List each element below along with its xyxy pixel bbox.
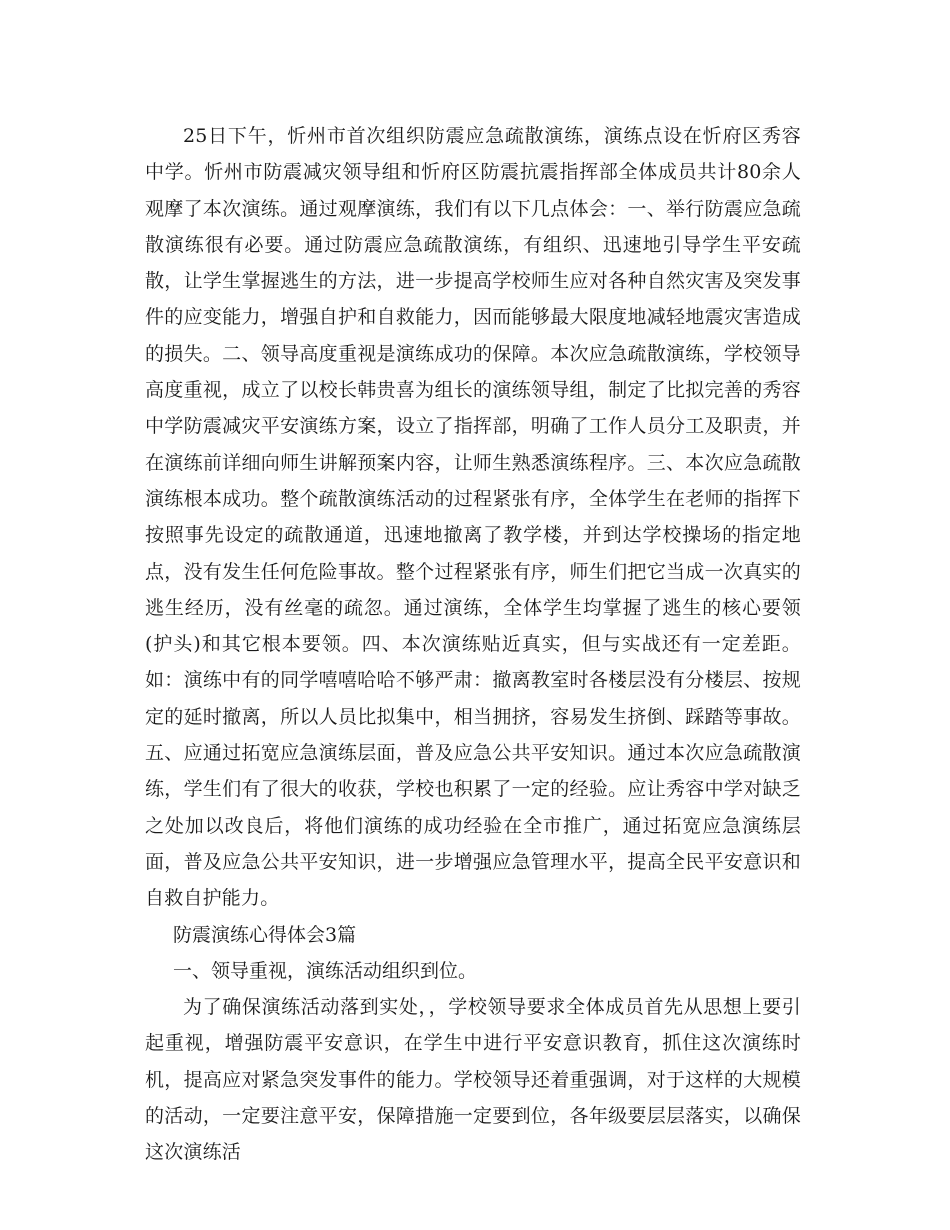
section-title: 防震演练心得体会3篇 xyxy=(173,923,357,946)
body-paragraph-2: 为了确保演练活动落到实处，，学校领导要求全体成员首先从思想上要引起重视，增强防震平安意识，在学生中进行平安意识教育，抓住这次演练时机，提高应对紧急突发事件的能力。学校领导还着重强调，对于这样的大规模的活动，一定要注意平安，保障措施一定要到位，各年级要层层落实，以确保这次演练活 xyxy=(145,996,801,1164)
document-page xyxy=(145,118,801,1171)
subheading: 一、领导重视，演练活动组织到位。 xyxy=(173,959,478,982)
body-paragraph-1: 25日下午，忻州市首次组织防震应急疏散演练，演练点设在忻府区秀容中学。忻州市防震减灾领导组和忻府区防震抗震指挥部全体成员共计80余人观摩了本次演练。通过观摩演练，我们有以下几点体会：一、举行防震应急疏散演练很有必要。通过防震应急疏散演练，有组织、迅速地引导学生平安疏散，让学生掌握逃生的方法，进一步提高学校师生应对各种自然灾害及突发事件的应变能力，增强自护和自救能力，因而能够最大限度地减轻地震灾害造成的损失。二、领导高度重视是演练成功的保障。本次应急疏散演练，学校领导高度重视，成立了以校长韩贵喜为组长的演练领导组，制定了比拟完善的秀容中学防震减灾平安演练方案，设立了指挥部，明确了工作人员分工及职责，并在演练前详细向师生讲解预案内容，让师生熟悉演练程序。三、本次应急疏散演练根本成功。整个疏散演练活动的过程紧张有序，全体学生在老师的指挥下按照事先设定的疏散通道，迅速地撤离了教学楼，并到达学校操场的指定地点，没有发生任何危险事故。整个过程紧张有序，师生们把它当成一次真实的逃生经历，没有丝毫的疏忽。通过演练，全体学生均掌握了逃生的核心要领(护头)和其它根本要领。四、本次演练贴近真实，但与实战还有一定差距。如：演练中有的同学嘻嘻哈哈不够严肃：撤离教室时各楼层没有分楼层、按规定的延时撤离，所以人员比拟集中，相当拥挤，容易发生挤倒、踩踏等事故。五、应通过拓宽应急演练层面，普及应急公共平安知识。通过本次应急疏散演练，学生们有了很大的收获，学校也积累了一定的经验。应让秀容中学对缺乏之处加以改良后，将他们演练的成功经验在全市推广，通过拓宽应急演练层面，普及应急公共平安知识，进一步增强应急管理水平，提高全民平安意识和自救自护能力。 xyxy=(145,125,801,910)
